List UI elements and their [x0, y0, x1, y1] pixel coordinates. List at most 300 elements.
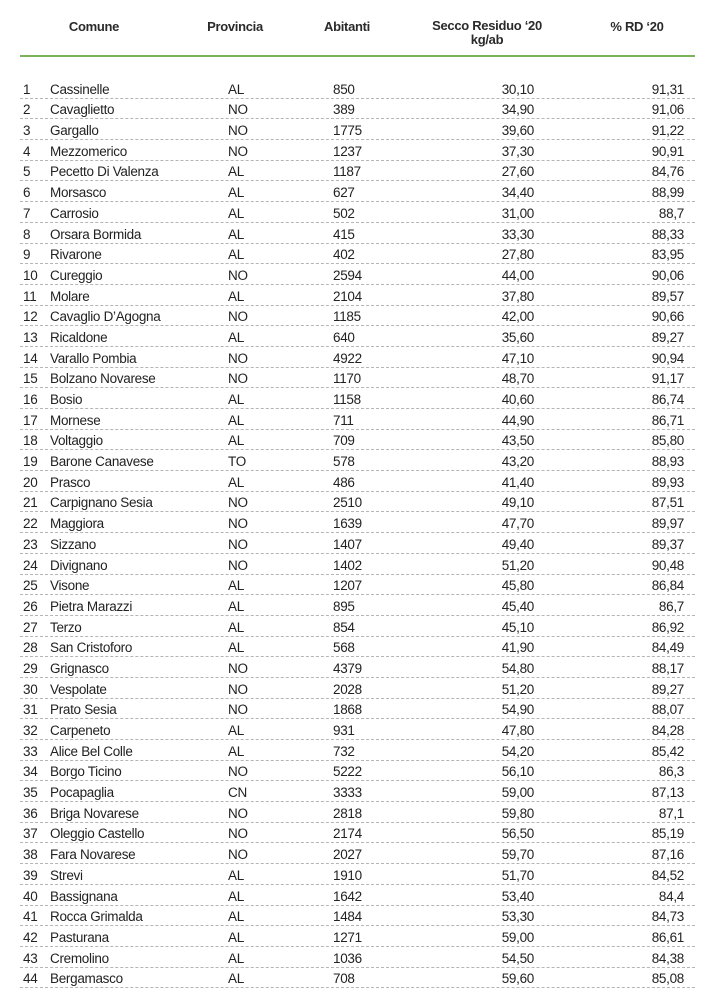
cell-percent-rd: 85,42 — [651, 743, 684, 759]
cell-abitanti: 1237 — [333, 143, 362, 159]
cell-secco-residuo: 33,30 — [501, 226, 534, 242]
table-row — [20, 740, 695, 761]
cell-provincia: NO — [228, 350, 248, 366]
header-provincia: Provincia — [207, 19, 263, 34]
cell-comune: Borgo Ticino — [50, 764, 122, 780]
cell-comune: Oleggio Castello — [50, 826, 145, 842]
cell-percent-rd: 91,22 — [651, 123, 684, 139]
cell-secco-residuo: 54,20 — [501, 743, 534, 759]
cell-comune: Rivarone — [50, 247, 102, 263]
cell-secco-residuo: 54,90 — [501, 702, 534, 718]
cell-percent-rd: 87,1 — [658, 805, 684, 821]
table-row — [20, 699, 695, 720]
cell-secco-residuo: 53,30 — [501, 909, 534, 925]
cell-secco-residuo: 44,90 — [501, 412, 534, 428]
table-row — [20, 781, 695, 802]
cell-abitanti: 389 — [333, 102, 355, 118]
table-row — [20, 554, 695, 575]
cell-percent-rd: 89,37 — [651, 536, 684, 552]
cell-abitanti: 415 — [333, 226, 355, 242]
row-number: 35 — [23, 785, 38, 801]
row-number: 2 — [23, 102, 31, 118]
row-number: 16 — [23, 392, 38, 407]
table-row — [20, 595, 695, 616]
cell-comune: Ricaldone — [50, 329, 108, 345]
cell-comune: Alice Bel Colle — [50, 743, 133, 759]
cell-abitanti: 1158 — [333, 392, 361, 407]
row-number: 32 — [23, 723, 38, 738]
cell-provincia: AL — [228, 640, 244, 656]
cell-provincia: AL — [228, 743, 244, 759]
cell-secco-residuo: 45,80 — [501, 578, 534, 594]
cell-provincia: NO — [228, 536, 248, 552]
cell-comune: Molare — [50, 288, 90, 304]
cell-secco-residuo: 41,40 — [501, 474, 534, 490]
cell-abitanti: 640 — [333, 329, 355, 345]
row-number: 5 — [23, 164, 31, 180]
cell-provincia: TO — [228, 454, 246, 470]
table-row — [20, 637, 695, 658]
cell-secco-residuo: 51,70 — [501, 867, 534, 883]
cell-comune: Briga Novarese — [50, 805, 139, 821]
cell-provincia: AL — [228, 723, 244, 738]
cell-secco-residuo: 40,60 — [501, 392, 534, 407]
cell-provincia: AL — [228, 433, 244, 449]
header-secco-title: Secco Residuo ‘20 — [432, 18, 542, 33]
header-divider — [20, 55, 695, 57]
cell-provincia: NO — [228, 660, 248, 676]
cell-comune: Bosio — [50, 392, 83, 407]
cell-secco-residuo: 43,20 — [501, 454, 534, 470]
table-row — [20, 906, 695, 927]
row-number: 11 — [23, 288, 37, 304]
cell-provincia: AL — [228, 474, 244, 490]
cell-provincia: NO — [228, 557, 248, 573]
cell-abitanti: 502 — [333, 205, 355, 221]
cell-secco-residuo: 56,10 — [501, 764, 534, 780]
cell-comune: San Cristoforo — [50, 640, 133, 656]
cell-comune: Pietra Marazzi — [50, 598, 133, 614]
cell-abitanti: 2174 — [333, 826, 362, 842]
row-number: 30 — [23, 681, 38, 697]
cell-percent-rd: 87,13 — [651, 785, 684, 801]
cell-percent-rd: 86,71 — [651, 412, 684, 428]
cell-provincia: AL — [228, 578, 244, 594]
cell-secco-residuo: 59,80 — [501, 805, 534, 821]
row-number: 8 — [23, 226, 31, 242]
cell-abitanti: 708 — [333, 971, 355, 987]
cell-provincia: CN — [228, 785, 247, 801]
cell-secco-residuo: 51,20 — [501, 681, 534, 697]
cell-abitanti: 895 — [333, 598, 355, 614]
cell-percent-rd: 85,08 — [651, 971, 684, 987]
table-row — [20, 761, 695, 782]
cell-abitanti: 1407 — [333, 536, 362, 552]
table-row — [20, 657, 695, 678]
table-row — [20, 202, 695, 223]
cell-provincia: AL — [228, 185, 244, 201]
cell-provincia: NO — [228, 826, 248, 842]
table-row — [20, 161, 695, 182]
cell-provincia: AL — [228, 929, 244, 945]
cell-abitanti: 1271 — [333, 929, 362, 945]
cell-abitanti: 402 — [333, 247, 355, 263]
table-row — [20, 99, 695, 120]
cell-secco-residuo: 37,80 — [501, 288, 534, 304]
row-number: 27 — [23, 619, 38, 635]
cell-secco-residuo: 43,50 — [501, 433, 534, 449]
cell-provincia: NO — [228, 102, 248, 118]
cell-percent-rd: 83,95 — [651, 247, 684, 263]
cell-abitanti: 1207 — [333, 578, 362, 594]
table-row — [20, 719, 695, 740]
row-number: 23 — [23, 536, 38, 552]
cell-provincia: AL — [228, 971, 244, 987]
cell-percent-rd: 86,3 — [658, 764, 684, 780]
cell-secco-residuo: 59,60 — [501, 971, 534, 987]
cell-secco-residuo: 48,70 — [501, 371, 534, 387]
cell-percent-rd: 86,7 — [658, 598, 684, 614]
cell-percent-rd: 84,52 — [651, 867, 684, 883]
header-comune: Comune — [68, 19, 120, 34]
cell-secco-residuo: 30,10 — [501, 81, 534, 97]
row-number: 37 — [23, 826, 38, 842]
cell-percent-rd: 88,7 — [658, 205, 684, 221]
table-row — [20, 512, 695, 533]
cell-secco-residuo: 45,40 — [501, 598, 534, 614]
cell-provincia: AL — [228, 81, 244, 97]
cell-comune: Mezzomerico — [50, 143, 127, 159]
cell-comune: Gargallo — [50, 123, 99, 139]
cell-provincia: NO — [228, 681, 248, 697]
table-body — [20, 78, 695, 988]
cell-comune: Pocapaglia — [50, 785, 114, 801]
cell-provincia: AL — [228, 226, 244, 242]
cell-abitanti: 709 — [333, 433, 355, 449]
cell-comune: Strevi — [50, 867, 83, 883]
cell-comune: Pecetto Di Valenza — [50, 164, 159, 180]
row-number: 44 — [23, 971, 38, 987]
table-row — [20, 885, 695, 906]
cell-percent-rd: 91,17 — [651, 371, 684, 387]
cell-abitanti: 627 — [333, 185, 355, 201]
cell-abitanti: 2510 — [333, 495, 362, 511]
cell-percent-rd: 86,61 — [651, 929, 684, 945]
row-number: 25 — [23, 578, 38, 594]
cell-comune: Cavaglio D’Agogna — [50, 309, 161, 325]
table-row — [20, 388, 695, 409]
cell-secco-residuo: 35,60 — [501, 329, 534, 345]
cell-secco-residuo: 41,90 — [501, 640, 534, 656]
cell-percent-rd: 87,16 — [651, 847, 684, 863]
cell-abitanti: 1639 — [333, 516, 362, 532]
cell-provincia: NO — [228, 702, 248, 718]
row-number: 4 — [23, 143, 31, 159]
cell-abitanti: 931 — [333, 723, 355, 738]
cell-secco-residuo: 54,80 — [501, 660, 534, 676]
cell-comune: Visone — [50, 578, 90, 594]
cell-percent-rd: 84,38 — [651, 950, 684, 966]
cell-secco-residuo: 42,00 — [501, 309, 534, 325]
table-row — [20, 843, 695, 864]
row-number: 19 — [23, 454, 38, 470]
cell-secco-residuo: 45,10 — [501, 619, 534, 635]
table-row — [20, 616, 695, 637]
cell-comune: Varallo Pombia — [50, 350, 137, 366]
cell-provincia: AL — [228, 329, 244, 345]
table-row — [20, 430, 695, 451]
cell-comune: Rocca Grimalda — [50, 909, 143, 925]
table-row — [20, 285, 695, 306]
cell-provincia: AL — [228, 164, 244, 180]
cell-percent-rd: 84,4 — [658, 888, 684, 904]
row-number: 18 — [23, 433, 38, 449]
cell-provincia: AL — [228, 950, 244, 966]
cell-secco-residuo: 47,70 — [501, 516, 534, 532]
table-row — [20, 823, 695, 844]
cell-percent-rd: 89,27 — [651, 329, 684, 345]
row-number: 24 — [23, 557, 38, 573]
cell-provincia: NO — [228, 764, 248, 780]
cell-provincia: NO — [228, 309, 248, 325]
cell-abitanti: 486 — [333, 474, 355, 490]
cell-abitanti: 578 — [333, 454, 355, 470]
cell-comune: Sizzano — [50, 536, 96, 552]
row-number: 10 — [23, 267, 38, 283]
cell-percent-rd: 89,97 — [651, 516, 684, 532]
row-number: 42 — [23, 929, 38, 945]
cell-comune: Cavaglietto — [50, 102, 115, 118]
table-header — [0, 0, 714, 58]
table-row — [20, 264, 695, 285]
row-number: 12 — [23, 309, 38, 325]
row-number: 39 — [23, 867, 38, 883]
row-number: 31 — [23, 702, 38, 718]
cell-percent-rd: 91,31 — [651, 81, 684, 97]
row-number: 7 — [23, 205, 31, 221]
cell-comune: Carpeneto — [50, 723, 111, 738]
cell-comune: Pasturana — [50, 929, 109, 945]
row-number: 17 — [23, 412, 38, 428]
cell-provincia: NO — [228, 267, 248, 283]
cell-percent-rd: 91,06 — [651, 102, 684, 118]
cell-secco-residuo: 37,30 — [501, 143, 534, 159]
header-secco-unit: kg/ab — [470, 32, 504, 47]
table-row — [20, 181, 695, 202]
row-number: 1 — [23, 81, 31, 97]
row-number: 29 — [23, 660, 38, 676]
cell-percent-rd: 88,17 — [651, 660, 684, 676]
cell-provincia: AL — [228, 619, 244, 635]
cell-abitanti: 1775 — [333, 123, 362, 139]
cell-secco-residuo: 27,60 — [501, 164, 534, 180]
table-row — [20, 678, 695, 699]
cell-abitanti: 850 — [333, 81, 355, 97]
cell-abitanti: 1868 — [333, 702, 362, 718]
cell-abitanti: 1187 — [333, 164, 361, 180]
cell-secco-residuo: 49,10 — [501, 495, 534, 511]
cell-percent-rd: 84,49 — [651, 640, 684, 656]
cell-abitanti: 3333 — [333, 785, 362, 801]
cell-comune: Mornese — [50, 412, 101, 428]
cell-abitanti: 1402 — [333, 557, 362, 573]
table-row — [20, 78, 695, 99]
cell-secco-residuo: 59,00 — [501, 785, 534, 801]
cell-percent-rd: 89,93 — [651, 474, 684, 490]
cell-abitanti: 711 — [333, 412, 354, 428]
row-number: 43 — [23, 950, 38, 966]
cell-comune: Prato Sesia — [50, 702, 117, 718]
cell-percent-rd: 87,51 — [651, 495, 684, 511]
cell-percent-rd: 90,91 — [651, 143, 684, 159]
row-number: 3 — [23, 123, 31, 139]
row-number: 6 — [23, 185, 31, 201]
cell-comune: Maggiora — [50, 516, 104, 532]
cell-secco-residuo: 34,90 — [501, 102, 534, 118]
cell-secco-residuo: 59,70 — [501, 847, 534, 863]
cell-provincia: AL — [228, 247, 244, 263]
table-row — [20, 947, 695, 968]
cell-comune: Grignasco — [50, 660, 109, 676]
row-number: 28 — [23, 640, 38, 656]
cell-percent-rd: 84,76 — [651, 164, 684, 180]
cell-provincia: AL — [228, 412, 244, 428]
row-number: 14 — [23, 350, 38, 366]
cell-provincia: NO — [228, 516, 248, 532]
header-abitanti: Abitanti — [324, 19, 370, 34]
row-number: 20 — [23, 474, 38, 490]
cell-comune: Fara Novarese — [50, 847, 136, 863]
cell-abitanti: 4379 — [333, 660, 362, 676]
cell-abitanti: 1642 — [333, 888, 362, 904]
cell-comune: Bassignana — [50, 888, 118, 904]
table-row — [20, 244, 695, 265]
cell-comune: Cureggio — [50, 267, 103, 283]
cell-provincia: NO — [228, 495, 248, 511]
cell-abitanti: 568 — [333, 640, 355, 656]
row-number: 38 — [23, 847, 38, 863]
cell-provincia: AL — [228, 598, 244, 614]
cell-comune: Carpignano Sesia — [50, 495, 153, 511]
cell-comune: Divignano — [50, 557, 108, 573]
table-row — [20, 140, 695, 161]
cell-abitanti: 2028 — [333, 681, 362, 697]
cell-provincia: NO — [228, 143, 248, 159]
cell-provincia: AL — [228, 288, 244, 304]
cell-percent-rd: 88,33 — [651, 226, 684, 242]
cell-abitanti: 732 — [333, 743, 355, 759]
cell-percent-rd: 89,27 — [651, 681, 684, 697]
cell-abitanti: 4922 — [333, 350, 362, 366]
cell-percent-rd: 85,80 — [651, 433, 684, 449]
cell-secco-residuo: 56,50 — [501, 826, 534, 842]
cell-secco-residuo: 27,80 — [501, 247, 534, 263]
cell-secco-residuo: 59,00 — [501, 929, 534, 945]
cell-comune: Orsara Bormida — [50, 226, 142, 242]
cell-secco-residuo: 47,10 — [501, 350, 534, 366]
cell-secco-residuo: 53,40 — [501, 888, 534, 904]
row-number: 13 — [23, 329, 38, 345]
cell-secco-residuo: 39,60 — [501, 123, 534, 139]
cell-secco-residuo: 31,00 — [501, 205, 534, 221]
cell-percent-rd: 88,93 — [651, 454, 684, 470]
table-row — [20, 119, 695, 140]
row-number: 33 — [23, 743, 38, 759]
cell-provincia: NO — [228, 123, 248, 139]
cell-comune: Cassinelle — [50, 81, 110, 97]
table-row — [20, 450, 695, 471]
cell-percent-rd: 86,92 — [651, 619, 684, 635]
cell-abitanti: 1185 — [333, 309, 361, 325]
cell-secco-residuo: 47,80 — [501, 723, 534, 738]
cell-comune: Cremolino — [50, 950, 109, 966]
table-row — [20, 533, 695, 554]
cell-secco-residuo: 44,00 — [501, 267, 534, 283]
cell-percent-rd: 90,06 — [651, 267, 684, 283]
cell-provincia: AL — [228, 392, 244, 407]
table-row — [20, 368, 695, 389]
cell-provincia: NO — [228, 371, 248, 387]
table-row — [20, 802, 695, 823]
table-row — [20, 926, 695, 947]
row-number: 15 — [23, 371, 38, 387]
header-secco-residuo — [412, 19, 562, 47]
cell-comune: Bergamasco — [50, 971, 123, 987]
table-row — [20, 968, 695, 989]
cell-comune: Prasco — [50, 474, 91, 490]
cell-comune: Vespolate — [50, 681, 107, 697]
cell-comune: Bolzano Novarese — [50, 371, 156, 387]
header-percent-rd: % RD ‘20 — [610, 19, 664, 34]
cell-abitanti: 854 — [333, 619, 355, 635]
cell-abitanti: 1484 — [333, 909, 362, 925]
table-row — [20, 347, 695, 368]
cell-comune: Carrosio — [50, 205, 99, 221]
table-row — [20, 864, 695, 885]
cell-abitanti: 2104 — [333, 288, 362, 304]
table-row — [20, 223, 695, 244]
table-row — [20, 306, 695, 327]
row-number: 41 — [23, 909, 38, 925]
cell-provincia: NO — [228, 847, 248, 863]
cell-provincia: AL — [228, 888, 244, 904]
cell-provincia: NO — [228, 805, 248, 821]
cell-percent-rd: 86,74 — [651, 392, 684, 407]
row-number: 34 — [23, 764, 38, 780]
cell-percent-rd: 89,57 — [651, 288, 684, 304]
cell-percent-rd: 90,48 — [651, 557, 684, 573]
row-number: 36 — [23, 805, 38, 821]
row-number: 40 — [23, 888, 38, 904]
cell-comune: Barone Canavese — [50, 454, 154, 470]
cell-percent-rd: 84,28 — [651, 723, 684, 738]
cell-percent-rd: 85,19 — [651, 826, 684, 842]
table-row — [20, 471, 695, 492]
cell-secco-residuo: 54,50 — [501, 950, 534, 966]
cell-comune: Morsasco — [50, 185, 107, 201]
cell-secco-residuo: 49,40 — [501, 536, 534, 552]
cell-abitanti: 1910 — [333, 867, 362, 883]
row-number: 9 — [23, 247, 31, 263]
cell-percent-rd: 90,94 — [651, 350, 684, 366]
cell-abitanti: 5222 — [333, 764, 362, 780]
row-number: 21 — [23, 495, 38, 511]
table-row — [20, 326, 695, 347]
cell-provincia: AL — [228, 909, 244, 925]
cell-abitanti: 2818 — [333, 805, 362, 821]
cell-percent-rd: 88,99 — [651, 185, 684, 201]
cell-provincia: AL — [228, 867, 244, 883]
